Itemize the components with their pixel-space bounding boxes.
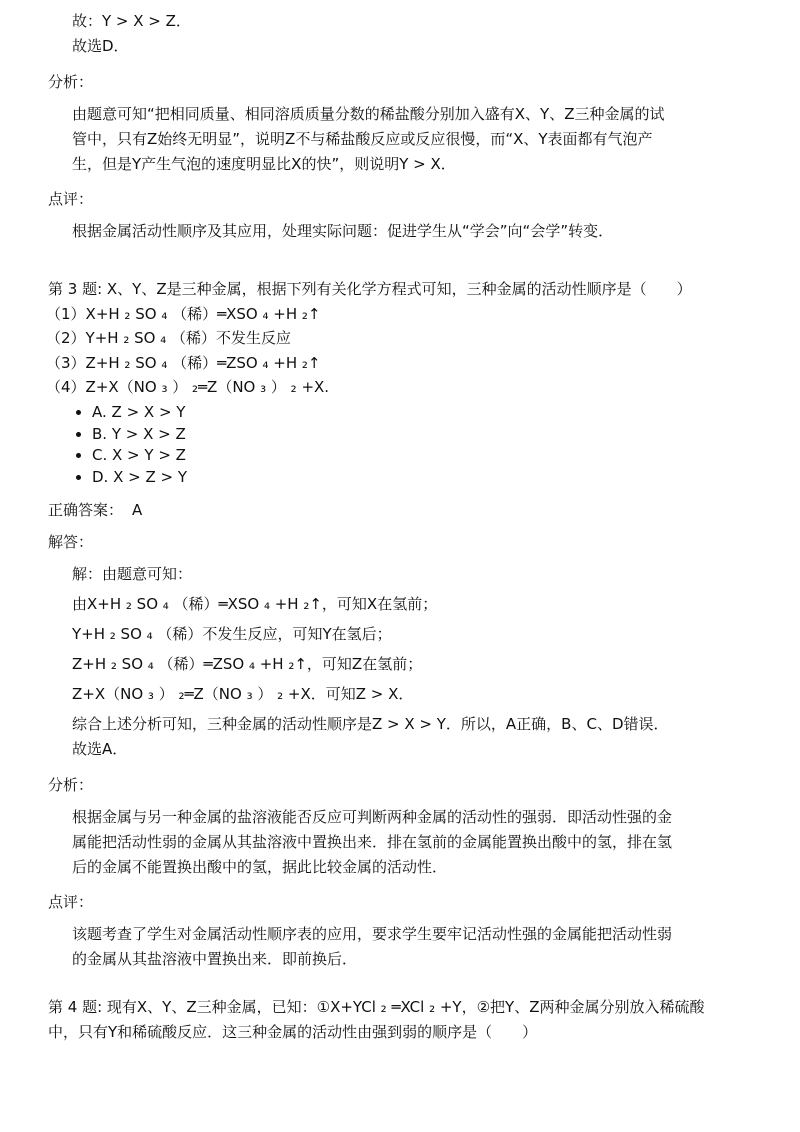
analysis-text-line: 后的金属不能置换出酸中的氢，据此比较金属的活动性． (72, 858, 448, 876)
analysis-text-line: 管中，只有Z始终无明显”，说明Z不与稀盐酸反应或反应很慢，而“X、Y表面都有气泡产 (72, 130, 653, 148)
equation-line: （3）Z+H ₂ SO ₄ （稀）═ZSO ₄ +H ₂↑ (46, 354, 321, 372)
analysis-text-line: 生，但是Y产生气泡的速度明显比X的快”，则说明Y > X． (72, 155, 456, 173)
comment-text-line: 该题考查了学生对金属活动性顺序表的应用，要求学生要牢记活动性强的金属能把活动性弱 (72, 925, 673, 943)
solution-line: Y+H ₂ SO ₄ （稀）不发生反应，可知Y在氢后； (72, 625, 392, 643)
equation-line: （1）X+H ₂ SO ₄ （稀）═XSO ₄ +H ₂↑ (46, 305, 321, 323)
solution-line: 故选A． (72, 740, 128, 758)
analysis-label: 分析： (48, 776, 94, 794)
comment-text: 根据金属活动性顺序及其应用，处理实际问题：促进学生从“学会”向“会学”转变． (72, 222, 614, 240)
correct-answer-value: A (132, 501, 143, 519)
solution-line: 综合上述分析可知，三种金属的活动性顺序是Z > X > Y．所以，A正确，B、C、D错误． (72, 715, 669, 733)
solution-line: Z+X（NO ₃ ） ₂═Z（NO ₃ ） ₂ +X．可知Z > X． (72, 685, 414, 703)
analysis-text-line: 根据金属与另一种金属的盐溶液能否反应可判断两种金属的活动性的强弱．即活动性强的金 (72, 808, 673, 826)
option-c: C. X > Y > Z (92, 446, 186, 464)
question-4-line: 第 4 题: 现有X、Y、Z三种金属，已知：①X+YCl ₂ ═XCl ₂ +Y，②把Y、Z两种金属分别放入稀硫酸 (48, 998, 705, 1016)
bullet-icon (76, 432, 81, 437)
option-b: B. Y > X > Z (92, 425, 186, 443)
comment-text-line: 的金属从其盐溶液中置换出来．即前换后． (72, 950, 358, 968)
comment-label: 点评： (48, 893, 94, 911)
conclusion-line: 故：Y > X > Z． (72, 12, 191, 30)
equation-line: （4）Z+X（NO ₃ ） ₂═Z（NO ₃ ） ₂ +X. (46, 378, 330, 396)
solution-line: Z+H ₂ SO ₄ （稀）═ZSO ₄ +H ₂↑，可知Z在氢前； (72, 655, 423, 673)
answer-choice-line: 故选D． (72, 37, 129, 55)
solution-line: 由X+H ₂ SO ₄ （稀）═XSO ₄ +H ₂↑，可知X在氢前； (72, 595, 438, 613)
correct-answer-label: 正确答案： (48, 501, 124, 519)
option-a: A. Z > X > Y (92, 403, 186, 421)
question-4-line: 中，只有Y和稀硫酸反应．这三种金属的活动性由强到弱的顺序是（ ） (48, 1023, 538, 1041)
analysis-text-line: 属能把活动性弱的金属从其盐溶液中置换出来．排在氢前的金属能置换出酸中的氢，排在氢 (72, 833, 673, 851)
option-d: D. X > Z > Y (92, 468, 188, 486)
bullet-icon (76, 475, 81, 480)
comment-label: 点评： (48, 190, 94, 208)
solution-line: 解：由题意可知： (72, 565, 193, 583)
analysis-label: 分析： (48, 73, 94, 91)
bullet-icon (76, 410, 81, 415)
bullet-icon (76, 453, 81, 458)
equation-line: （2）Y+H ₂ SO ₄ （稀）不发生反应 (46, 329, 291, 347)
analysis-text-line: 由题意可知“把相同质量、相同溶质质量分数的稀盐酸分别加入盛有X、Y、Z三种金属的试 (72, 105, 665, 123)
question-3-title: 第 3 题: X、Y、Z是三种金属，根据下列有关化学方程式可知，三种金属的活动性顺序是（ ） (48, 280, 692, 298)
solution-label: 解答： (48, 533, 94, 551)
